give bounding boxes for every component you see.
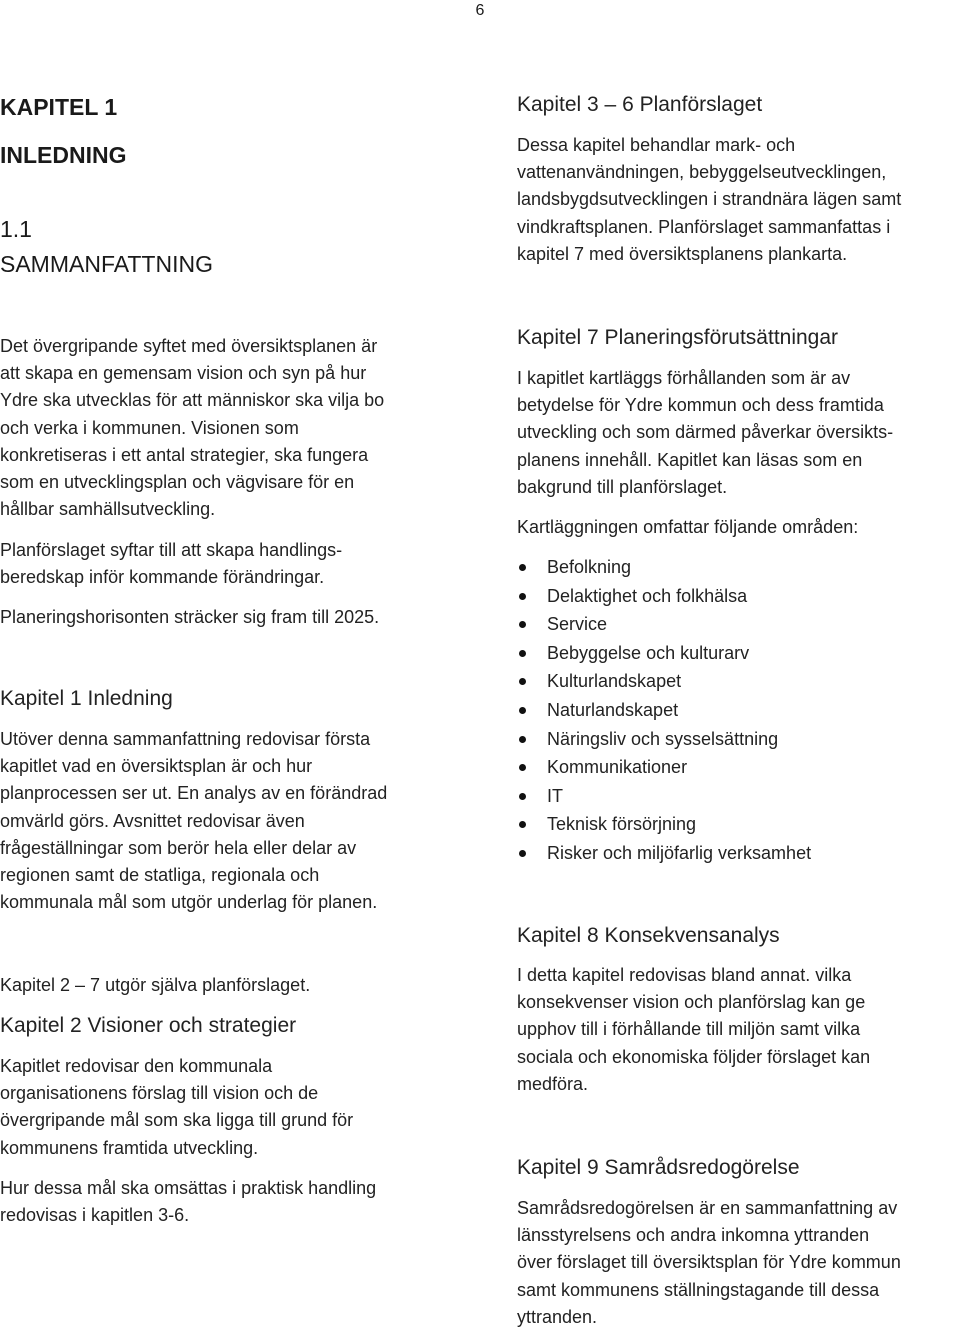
text-line: samt kommunens ställningstagande till dessa <box>517 1279 880 1300</box>
text-line: Samrådsredogörelsen är en sammanfattning av <box>517 1198 898 1218</box>
text-line: över förslaget till översiktsplan för Ydre kommun <box>517 1252 901 1273</box>
text-line: Hur dessa mål ska omsättas i praktisk handling <box>0 1178 377 1198</box>
text-line: planens innehåll. Kapitlet kan läsas som en <box>517 449 863 470</box>
section-title: SAMMANFATTNING <box>0 251 213 277</box>
text-line: övergripande mål som ska ligga till grund för <box>0 1110 354 1131</box>
chapter-name: INLEDNING <box>0 142 127 168</box>
ch2-paragraph-2 <box>0 1175 480 1229</box>
text-line: I kapitlet kartläggs förhållanden som är av <box>517 368 851 388</box>
text-line: betydelse för Ydre kommun och dess framtida <box>517 395 884 416</box>
list-item: Befolkning <box>517 553 960 582</box>
ch8-heading: Kapitel 8 Konsekvensanalys <box>517 924 780 947</box>
ch7-paragraph <box>517 365 960 501</box>
ch7-list-intro <box>517 514 960 541</box>
text-line: landsbygdsutvecklingen i strandnära lägen samt <box>517 189 902 210</box>
text-line: länsstyrelsens och andra inkomna yttranden <box>517 1225 870 1246</box>
list-item: Kulturlandskapet <box>517 667 960 696</box>
text-line: kapitlet vad en översiktsplan är och hur <box>0 756 313 777</box>
text-line: I detta kapitel redovisas bland annat. vilka <box>517 965 852 985</box>
ch3-6-heading: Kapitel 3 – 6 Planförslaget <box>517 93 763 116</box>
list-item: Näringsliv och sysselsättning <box>517 725 960 754</box>
text-line: kommunens framtida utveckling. <box>0 1137 259 1158</box>
ch8-paragraph <box>517 962 960 1098</box>
text-line: Kartläggningen omfattar följande områden: <box>517 517 859 537</box>
ch1-heading: Kapitel 1 Inledning <box>0 687 173 710</box>
text-line: vindkraftsplanen. Planförslaget sammanfattas i <box>517 216 891 237</box>
text-line: att skapa en gemensam vision och syn på hur <box>0 363 367 384</box>
list-item: Delaktighet och folkhälsa <box>517 582 960 611</box>
text-line: Planförslaget syftar till att skapa handlings- <box>0 540 343 560</box>
text-line: sociala och ekonomiska följder förslaget kan <box>517 1046 871 1067</box>
text-line: beredskap inför kommande förändringar. <box>0 567 325 588</box>
text-line: omvärld görs. Avsnittet redovisar även <box>0 810 305 831</box>
text-line: hållbar samhällsutveckling. <box>0 499 216 520</box>
text-line: utveckling och som därmed påverkar översikts- <box>517 422 894 443</box>
purpose-paragraph <box>0 537 480 591</box>
text-line: Ydre ska utvecklas för att människor ska vilja bo <box>0 390 385 411</box>
ch3-6-paragraph <box>517 132 960 268</box>
ch2-heading: Kapitel 2 Visioner och strategier <box>0 1014 297 1037</box>
ch2-paragraph <box>0 1053 480 1162</box>
list-item: Risker och miljöfarlig verksamhet <box>517 839 960 868</box>
text-line: Utöver denna sammanfattning redovisar första <box>0 729 371 749</box>
text-line: regionen samt de statliga, regionala och <box>0 865 320 886</box>
ch9-paragraph <box>517 1195 960 1331</box>
list-item: Teknisk försörjning <box>517 810 960 839</box>
text-line: organisationens förslag till vision och de <box>0 1083 319 1104</box>
text-line: som en utvecklingsplan och vägvisare för en <box>0 472 355 493</box>
text-line: kapitel 7 med översiktsplanens plankarta. <box>517 243 848 264</box>
list-item: IT <box>517 782 960 811</box>
text-line: och verka i kommunen. Visionen som <box>0 417 299 438</box>
text-line: upphov till i förhållande till miljön samt vilka <box>517 1019 861 1040</box>
text-line: Det övergripande syftet med översiktsplanen är <box>0 336 378 356</box>
chapter-label: KAPITEL 1 <box>0 94 118 120</box>
text-line: frågeställningar som berör hela eller delar av <box>0 837 357 858</box>
text-line: Kapitlet redovisar den kommunala <box>0 1056 273 1076</box>
ch7-list <box>517 553 960 868</box>
text-line: konsekvenser vision och planförslag kan ge <box>517 992 866 1013</box>
page-number: 6 <box>475 2 485 19</box>
text-line: bakgrund till planförslaget. <box>517 476 728 497</box>
text-line: redovisas i kapitlen 3-6. <box>0 1205 190 1226</box>
text-line: Dessa kapitel behandlar mark- och <box>517 135 796 155</box>
ch1-paragraph <box>0 726 480 916</box>
intro-paragraph <box>0 333 480 523</box>
list-item: Service <box>517 610 960 639</box>
ch9-heading: Kapitel 9 Samrådsredogörelse <box>517 1156 800 1179</box>
list-item: Naturlandskapet <box>517 696 960 725</box>
text-line: yttranden. <box>517 1306 598 1327</box>
ch2-7-note <box>0 972 480 999</box>
text-line: planprocessen ser ut. En analys av en förändrad <box>0 783 388 804</box>
section-number: 1.1 <box>0 216 32 242</box>
text-line: kommunala mål som utgör underlag för planen. <box>0 892 378 913</box>
text-line: Kapitel 2 – 7 utgör själva planförslaget. <box>0 975 311 995</box>
text-line: konkretiseras i ett antal strategier, ska fungera <box>0 444 369 465</box>
horizon-paragraph <box>0 604 480 631</box>
text-line: medföra. <box>517 1073 589 1094</box>
text-line: vattenanvändningen, bebyggelseutvecklingen, <box>517 162 887 183</box>
ch7-heading: Kapitel 7 Planeringsförutsättningar <box>517 326 839 349</box>
list-item: Kommunikationer <box>517 753 960 782</box>
list-item: Bebyggelse och kulturarv <box>517 639 960 668</box>
text-line: Planeringshorisonten sträcker sig fram till 2025. <box>0 607 380 627</box>
